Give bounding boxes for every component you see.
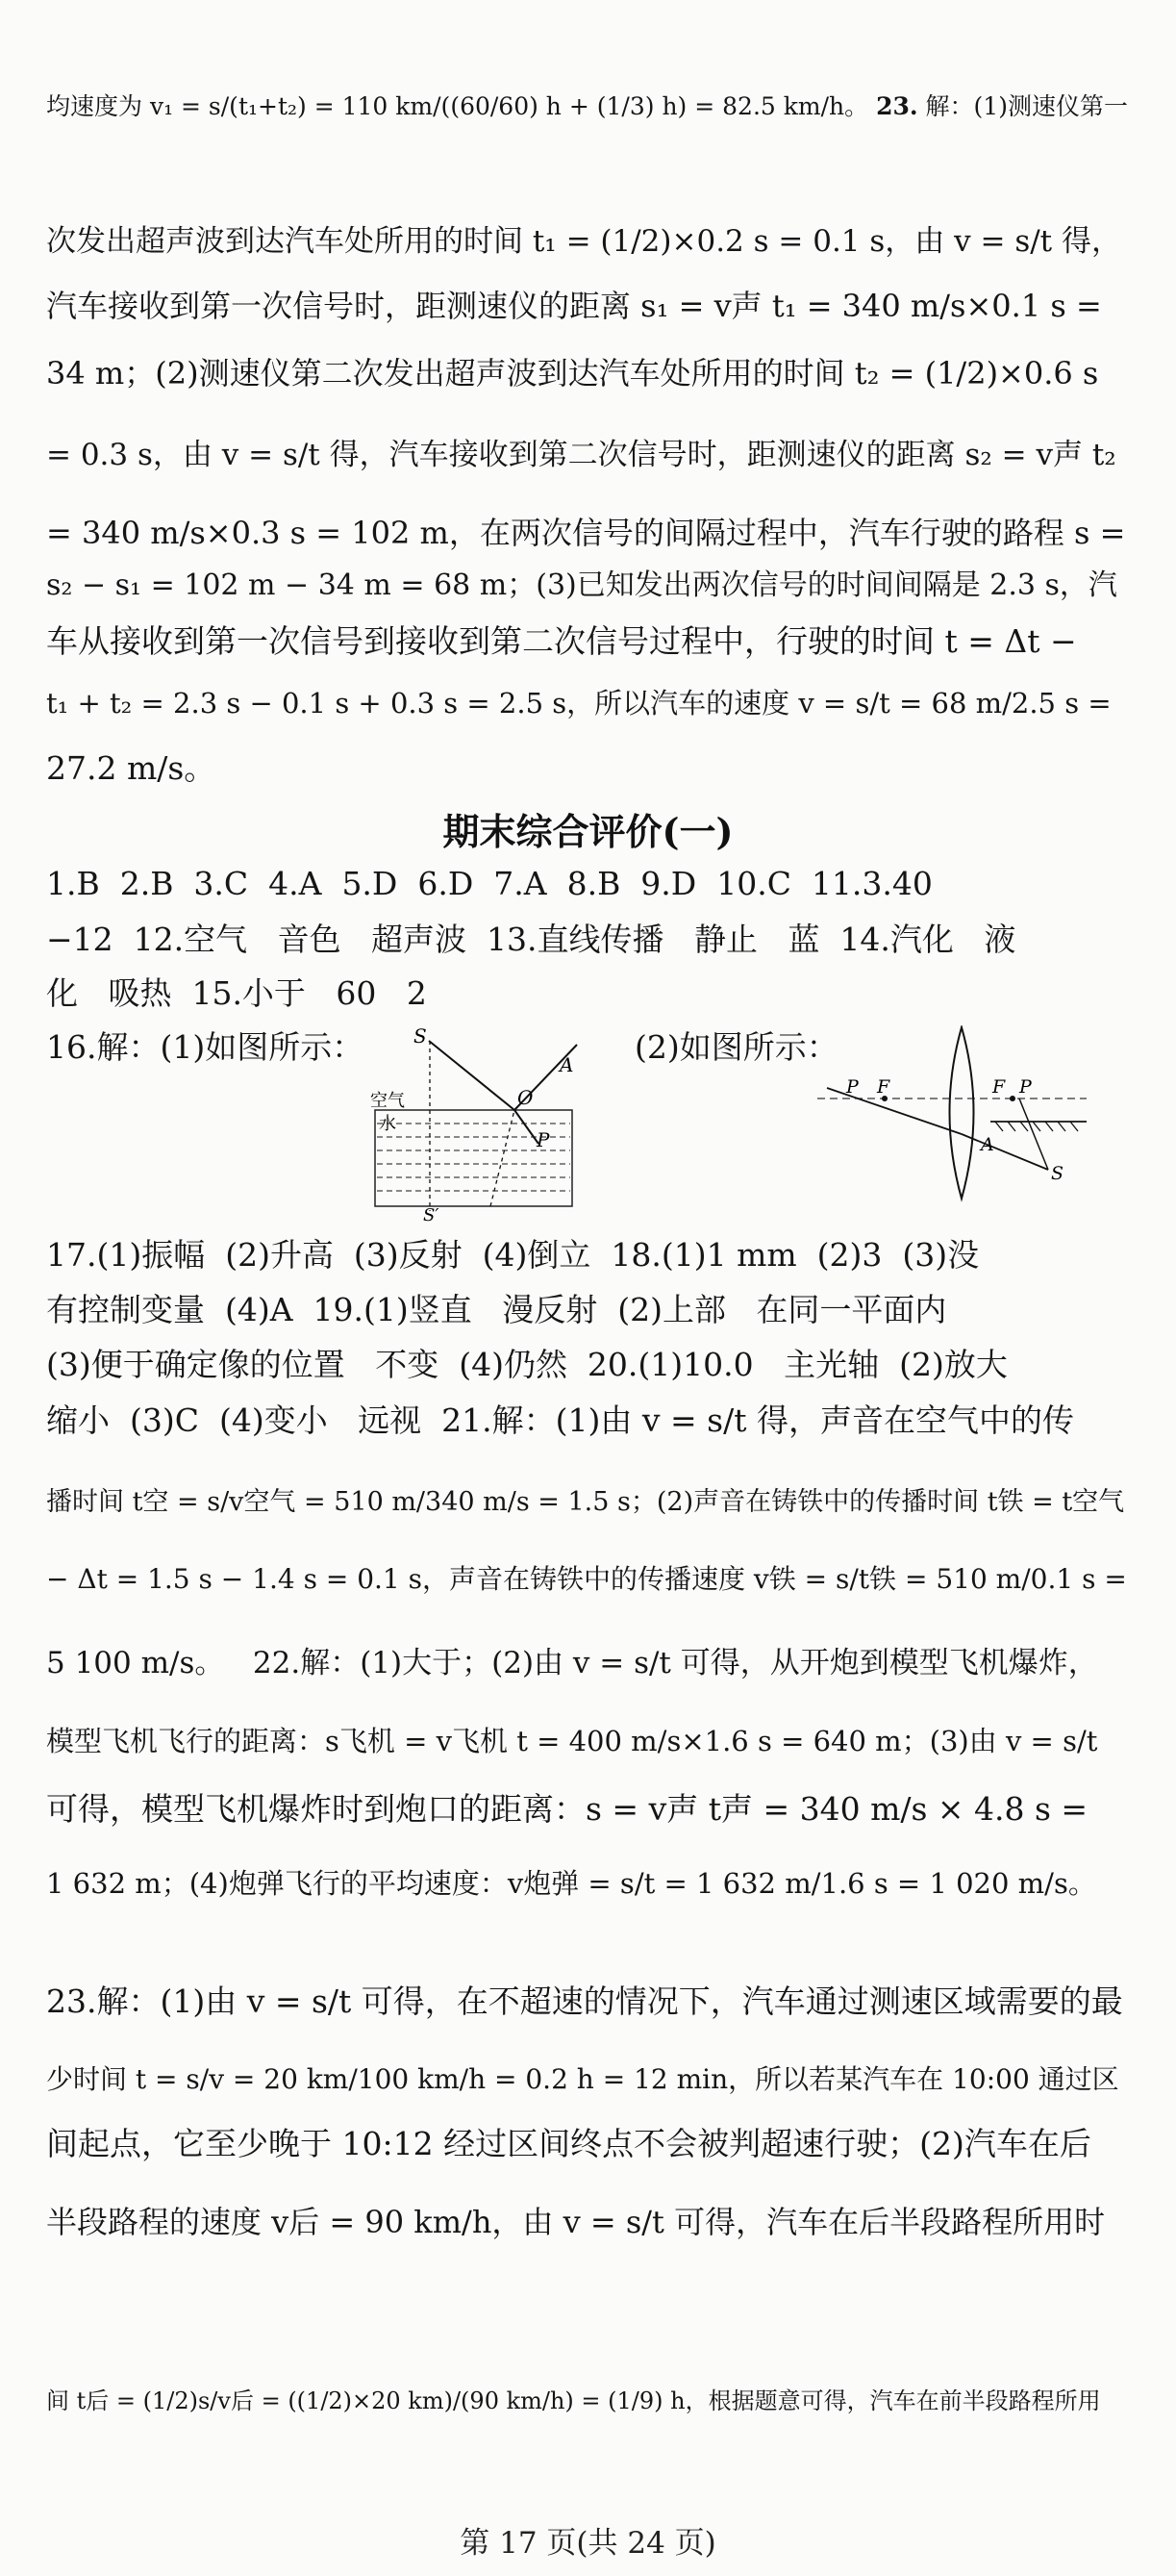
text-line: 23.解：(1)由 v = s/t 可得，在不超速的情况下，汽车通过测速区域需要的最	[46, 1983, 1123, 2020]
label-s-image: S′	[423, 1205, 439, 1225]
text-line: 少时间 t = s/v = 20 km/100 km/h = 0.2 h = 12 min，所以若某汽车在 10:00 通过区	[46, 2063, 1119, 2095]
text-line: 17.(1)振幅 (2)升高 (3)反射 (4)倒立 18.(1)1 mm (2)3 (3)没	[46, 1236, 980, 1274]
label-water: 水	[379, 1114, 396, 1134]
label-p-left: P	[846, 1076, 859, 1098]
refraction-diagram	[346, 1023, 587, 1225]
text-line: (2)如图所示：	[635, 1028, 838, 1066]
label-s: S	[413, 1024, 427, 1048]
text-line: 播时间 t空 = s/v空气 = 510 m/340 m/s = 1.5 s；(2)声音在铸铁中的传播时间 t铁 = t空气	[46, 1487, 1125, 1517]
text-line: 化 吸热 15.小于 60 2	[46, 974, 427, 1012]
label-s: S	[1051, 1163, 1064, 1184]
text-line: 1.B 2.B 3.C 4.A 5.D 6.D 7.A 8.B 9.D 10.C 11.3.40	[46, 865, 933, 902]
label-a: A	[560, 1053, 574, 1076]
text-line: 车从接收到第一次信号到接收到第二次信号过程中，行驶的时间 t = Δt −	[46, 622, 1077, 660]
label-a: A	[981, 1134, 994, 1155]
virtual-ray	[490, 1110, 514, 1206]
text-line: −12 12.空气 音色 超声波 13.直线传播 静止 蓝 14.汽化 液	[46, 921, 1016, 958]
label-p: P	[537, 1128, 550, 1151]
incident-ray	[429, 1041, 514, 1110]
text-line: 模型飞机飞行的距离：s飞机 = v飞机 t = 400 m/s×1.6 s = 640 m；(3)由 v = s/t	[46, 1725, 1098, 1757]
water-box	[375, 1110, 572, 1206]
label-f-left: F	[877, 1076, 890, 1098]
text-line: 间起点，它至少晚于 10:12 经过区间终点不会被判超速行驶；(2)汽车在后	[46, 2125, 1091, 2162]
text-line: 汽车接收到第一次信号时，距测速仪的距离 s₁ = v声 t₁ = 340 m/s×0.1 s =	[46, 288, 1102, 324]
label-air: 空气	[370, 1091, 405, 1111]
label-p-right: P	[1019, 1076, 1032, 1098]
text-line: 均速度为 v₁ = s/(t₁+t₂) = 110 km/((60/60) h + (1/3) h) = 82.5 km/h。 23. 解：(1)测速仪第一	[46, 92, 1128, 120]
refracted-ray	[514, 1110, 538, 1144]
text-line: = 0.3 s，由 v = s/t 得，汽车接收到第二次信号时，距测速仪的距离 s₂ = v声 t₂	[46, 438, 1116, 472]
text-line: s₂ − s₁ = 102 m − 34 m = 68 m；(3)已知发出两次信号的时间间隔是 2.3 s，汽	[46, 568, 1117, 602]
text-line: 次发出超声波到达汽车处所用的时间 t₁ = (1/2)×0.2 s = 0.1 s，由 v = s/t 得，	[46, 224, 1121, 259]
page-number: 第 17 页(共 24 页)	[460, 2526, 716, 2561]
text-line: 半段路程的速度 v后 = 90 km/h，由 v = s/t 可得，汽车在后半段路程所用时	[46, 2204, 1106, 2240]
text-line: t₁ + t₂ = 2.3 s − 0.1 s + 0.3 s = 2.5 s，所以汽车的速度 v = s/t = 68 m/2.5 s =	[46, 687, 1112, 720]
text-line: 间 t后 = (1/2)s/v后 = ((1/2)×20 km)/(90 km/h) = (1/9) h，根据题意可得，汽车在前半段路程所用	[46, 2387, 1101, 2414]
text-line: 27.2 m/s。	[46, 749, 216, 787]
text-line: 缩小 (3)C (4)变小 远视 21.解：(1)由 v = s/t 得，声音在空气中的传	[46, 1402, 1074, 1439]
text-line: 可得，模型飞机爆炸时到炮口的距离：s = v声 t声 = 340 m/s × 4.8 s =	[46, 1790, 1088, 1828]
text-line: (3)便于确定像的位置 不变 (4)仍然 20.(1)10.0 主光轴 (2)放大	[46, 1346, 1008, 1383]
label-f-right: F	[992, 1076, 1006, 1098]
text-line: 1 632 m；(4)炮弹飞行的平均速度：v炮弹 = s/t = 1 632 m/1.6 s = 1 020 m/s。	[46, 1867, 1096, 1900]
text-line: 5 100 m/s。 22.解：(1)大于；(2)由 v = s/t 可得，从开炮到模型飞机爆炸，	[46, 1646, 1098, 1680]
text-line: = 340 m/s×0.3 s = 102 m，在两次信号的间隔过程中，汽车行驶的路程 s =	[46, 515, 1126, 551]
section-title: 期末综合评价(一)	[442, 810, 734, 853]
label-o: O	[517, 1086, 534, 1109]
text-line: 有控制变量 (4)A 19.(1)竖直 漫反射 (2)上部 在同一平面内	[46, 1291, 947, 1328]
text-line: − Δt = 1.5 s − 1.4 s = 0.1 s，声音在铸铁中的传播速度 v铁 = s/t铁 = 510 m/0.1 s =	[46, 1563, 1127, 1595]
convex-lens	[950, 1027, 974, 1199]
text-line: 16.解：(1)如图所示：	[46, 1028, 364, 1066]
text-line: 34 m；(2)测速仪第二次发出超声波到达汽车处所用的时间 t₂ = (1/2)×0.6 s	[46, 355, 1099, 391]
lens-diagram	[817, 1025, 1106, 1218]
